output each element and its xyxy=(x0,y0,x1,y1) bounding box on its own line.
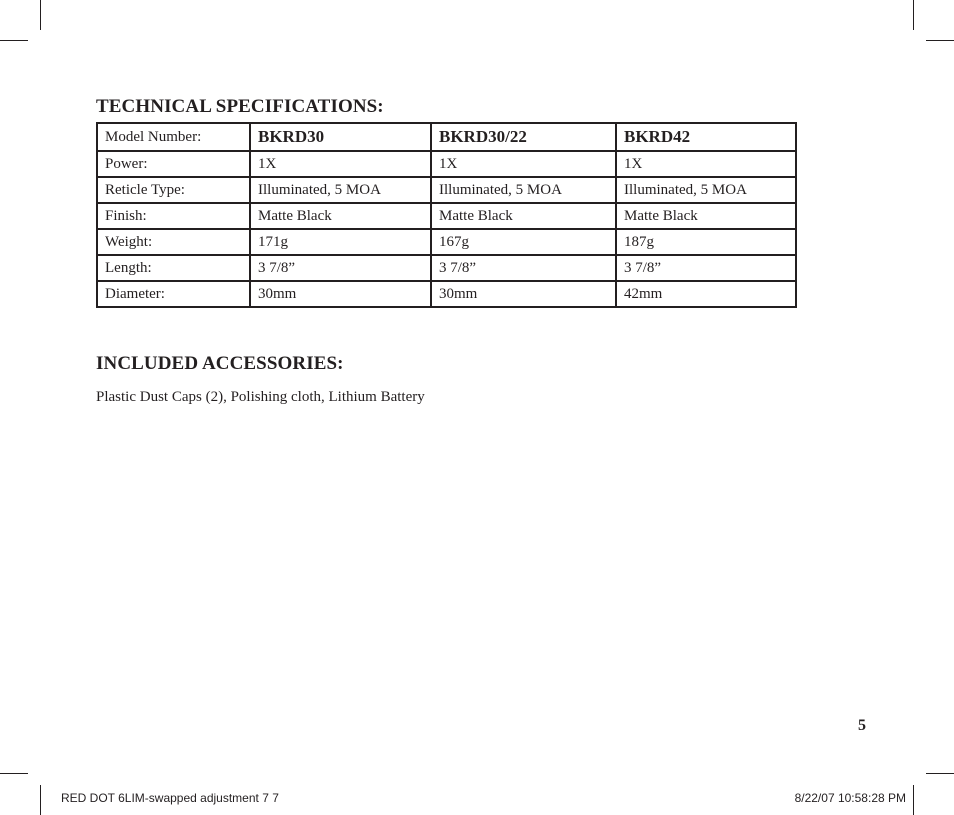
table-cell: 3 7/8” xyxy=(250,255,431,281)
model-name: BKRD30/22 xyxy=(431,123,616,151)
table-row xyxy=(97,229,796,255)
crop-mark xyxy=(40,0,41,30)
print-slug-timestamp: 8/22/07 10:58:28 PM xyxy=(794,791,906,805)
table-cell: Illuminated, 5 MOA xyxy=(431,177,616,203)
print-slug-file: RED DOT 6LIM-swapped adjustment 7 7 xyxy=(61,791,279,805)
table-row xyxy=(97,177,796,203)
table-row xyxy=(97,203,796,229)
row-label: Weight: xyxy=(97,229,250,255)
table-cell: 171g xyxy=(250,229,431,255)
table-row xyxy=(97,281,796,307)
table-cell: Matte Black xyxy=(616,203,796,229)
model-name: BKRD42 xyxy=(616,123,796,151)
table-cell: 30mm xyxy=(431,281,616,307)
table-cell: 1X xyxy=(250,151,431,177)
crop-mark xyxy=(0,40,28,41)
table-cell: 3 7/8” xyxy=(616,255,796,281)
page-number: 5 xyxy=(858,717,866,734)
row-label: Diameter: xyxy=(97,281,250,307)
model-name: BKRD30 xyxy=(250,123,431,151)
table-row xyxy=(97,255,796,281)
specifications-heading: TECHNICAL SPECIFICATIONS: xyxy=(96,96,384,117)
table-cell: Matte Black xyxy=(250,203,431,229)
crop-mark xyxy=(926,773,954,774)
crop-mark xyxy=(0,773,28,774)
crop-mark xyxy=(926,40,954,41)
row-label: Power: xyxy=(97,151,250,177)
table-row xyxy=(97,151,796,177)
row-label: Reticle Type: xyxy=(97,177,250,203)
row-label: Length: xyxy=(97,255,250,281)
table-cell: 1X xyxy=(616,151,796,177)
accessories-list: Plastic Dust Caps (2), Polishing cloth, Lithium Battery xyxy=(96,389,425,405)
specifications-table xyxy=(96,122,797,308)
table-cell: Illuminated, 5 MOA xyxy=(250,177,431,203)
table-cell: 42mm xyxy=(616,281,796,307)
table-cell: 1X xyxy=(431,151,616,177)
crop-mark xyxy=(913,785,914,815)
table-cell: 187g xyxy=(616,229,796,255)
table-cell: Matte Black xyxy=(431,203,616,229)
table-cell: 3 7/8” xyxy=(431,255,616,281)
table-header-row xyxy=(97,123,796,151)
table-cell: 167g xyxy=(431,229,616,255)
crop-mark xyxy=(40,785,41,815)
accessories-heading: INCLUDED ACCESSORIES: xyxy=(96,353,344,374)
row-label: Model Number: xyxy=(97,123,250,151)
crop-mark xyxy=(913,0,914,30)
table-cell: 30mm xyxy=(250,281,431,307)
table-cell: Illuminated, 5 MOA xyxy=(616,177,796,203)
row-label: Finish: xyxy=(97,203,250,229)
